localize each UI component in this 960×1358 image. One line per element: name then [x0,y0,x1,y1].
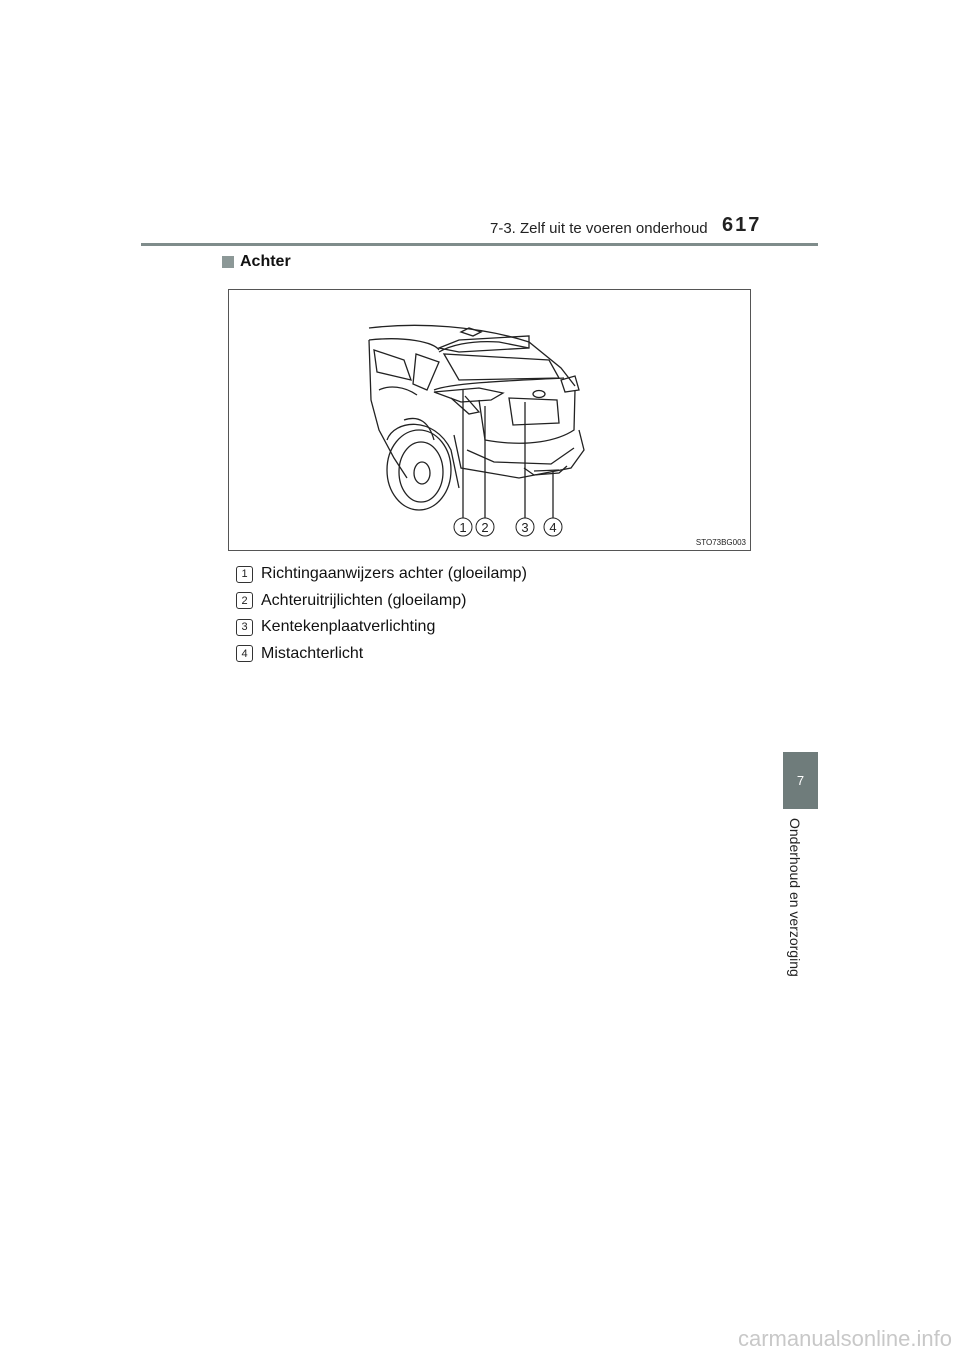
watermark: carmanualsonline.info [737,1326,952,1351]
legend-item [236,641,527,668]
legend-number-badge: 4 [236,645,253,662]
legend-item [236,588,527,615]
chapter-side-label: Onderhoud en verzorging [787,818,803,977]
callout-label-1: 1 [459,520,467,535]
legend-label: Achteruitrijlichten (gloeilamp) [261,591,467,609]
legend-item [236,614,527,641]
legend-label: Mistachterlicht [261,644,364,662]
figure-code: STO73BG003 [695,538,746,547]
section-heading [222,253,291,271]
callout-label-2: 2 [481,520,489,535]
legend-number-badge: 2 [236,592,253,609]
callout-label-3: 3 [521,520,529,535]
legend-item [236,561,527,588]
legend-label: Richtingaanwijzers achter (gloeilamp) [261,565,527,583]
legend-number-badge: 3 [236,619,253,636]
chapter-tab: 7 [783,752,818,809]
car-rear-figure [228,289,751,551]
section-heading-text: Achter [240,253,291,270]
callout-label-4: 4 [549,520,557,535]
legend-label: Kentekenplaatverlichting [261,618,436,636]
page-number: 617 [722,214,762,236]
legend-list [236,561,527,667]
car-rear-illustration [229,290,750,550]
header-title: 7-3. Zelf uit te voeren onderhoud [490,220,708,237]
square-bullet-icon [222,256,234,268]
legend-number-badge: 1 [236,566,253,583]
header-rule [141,243,818,246]
